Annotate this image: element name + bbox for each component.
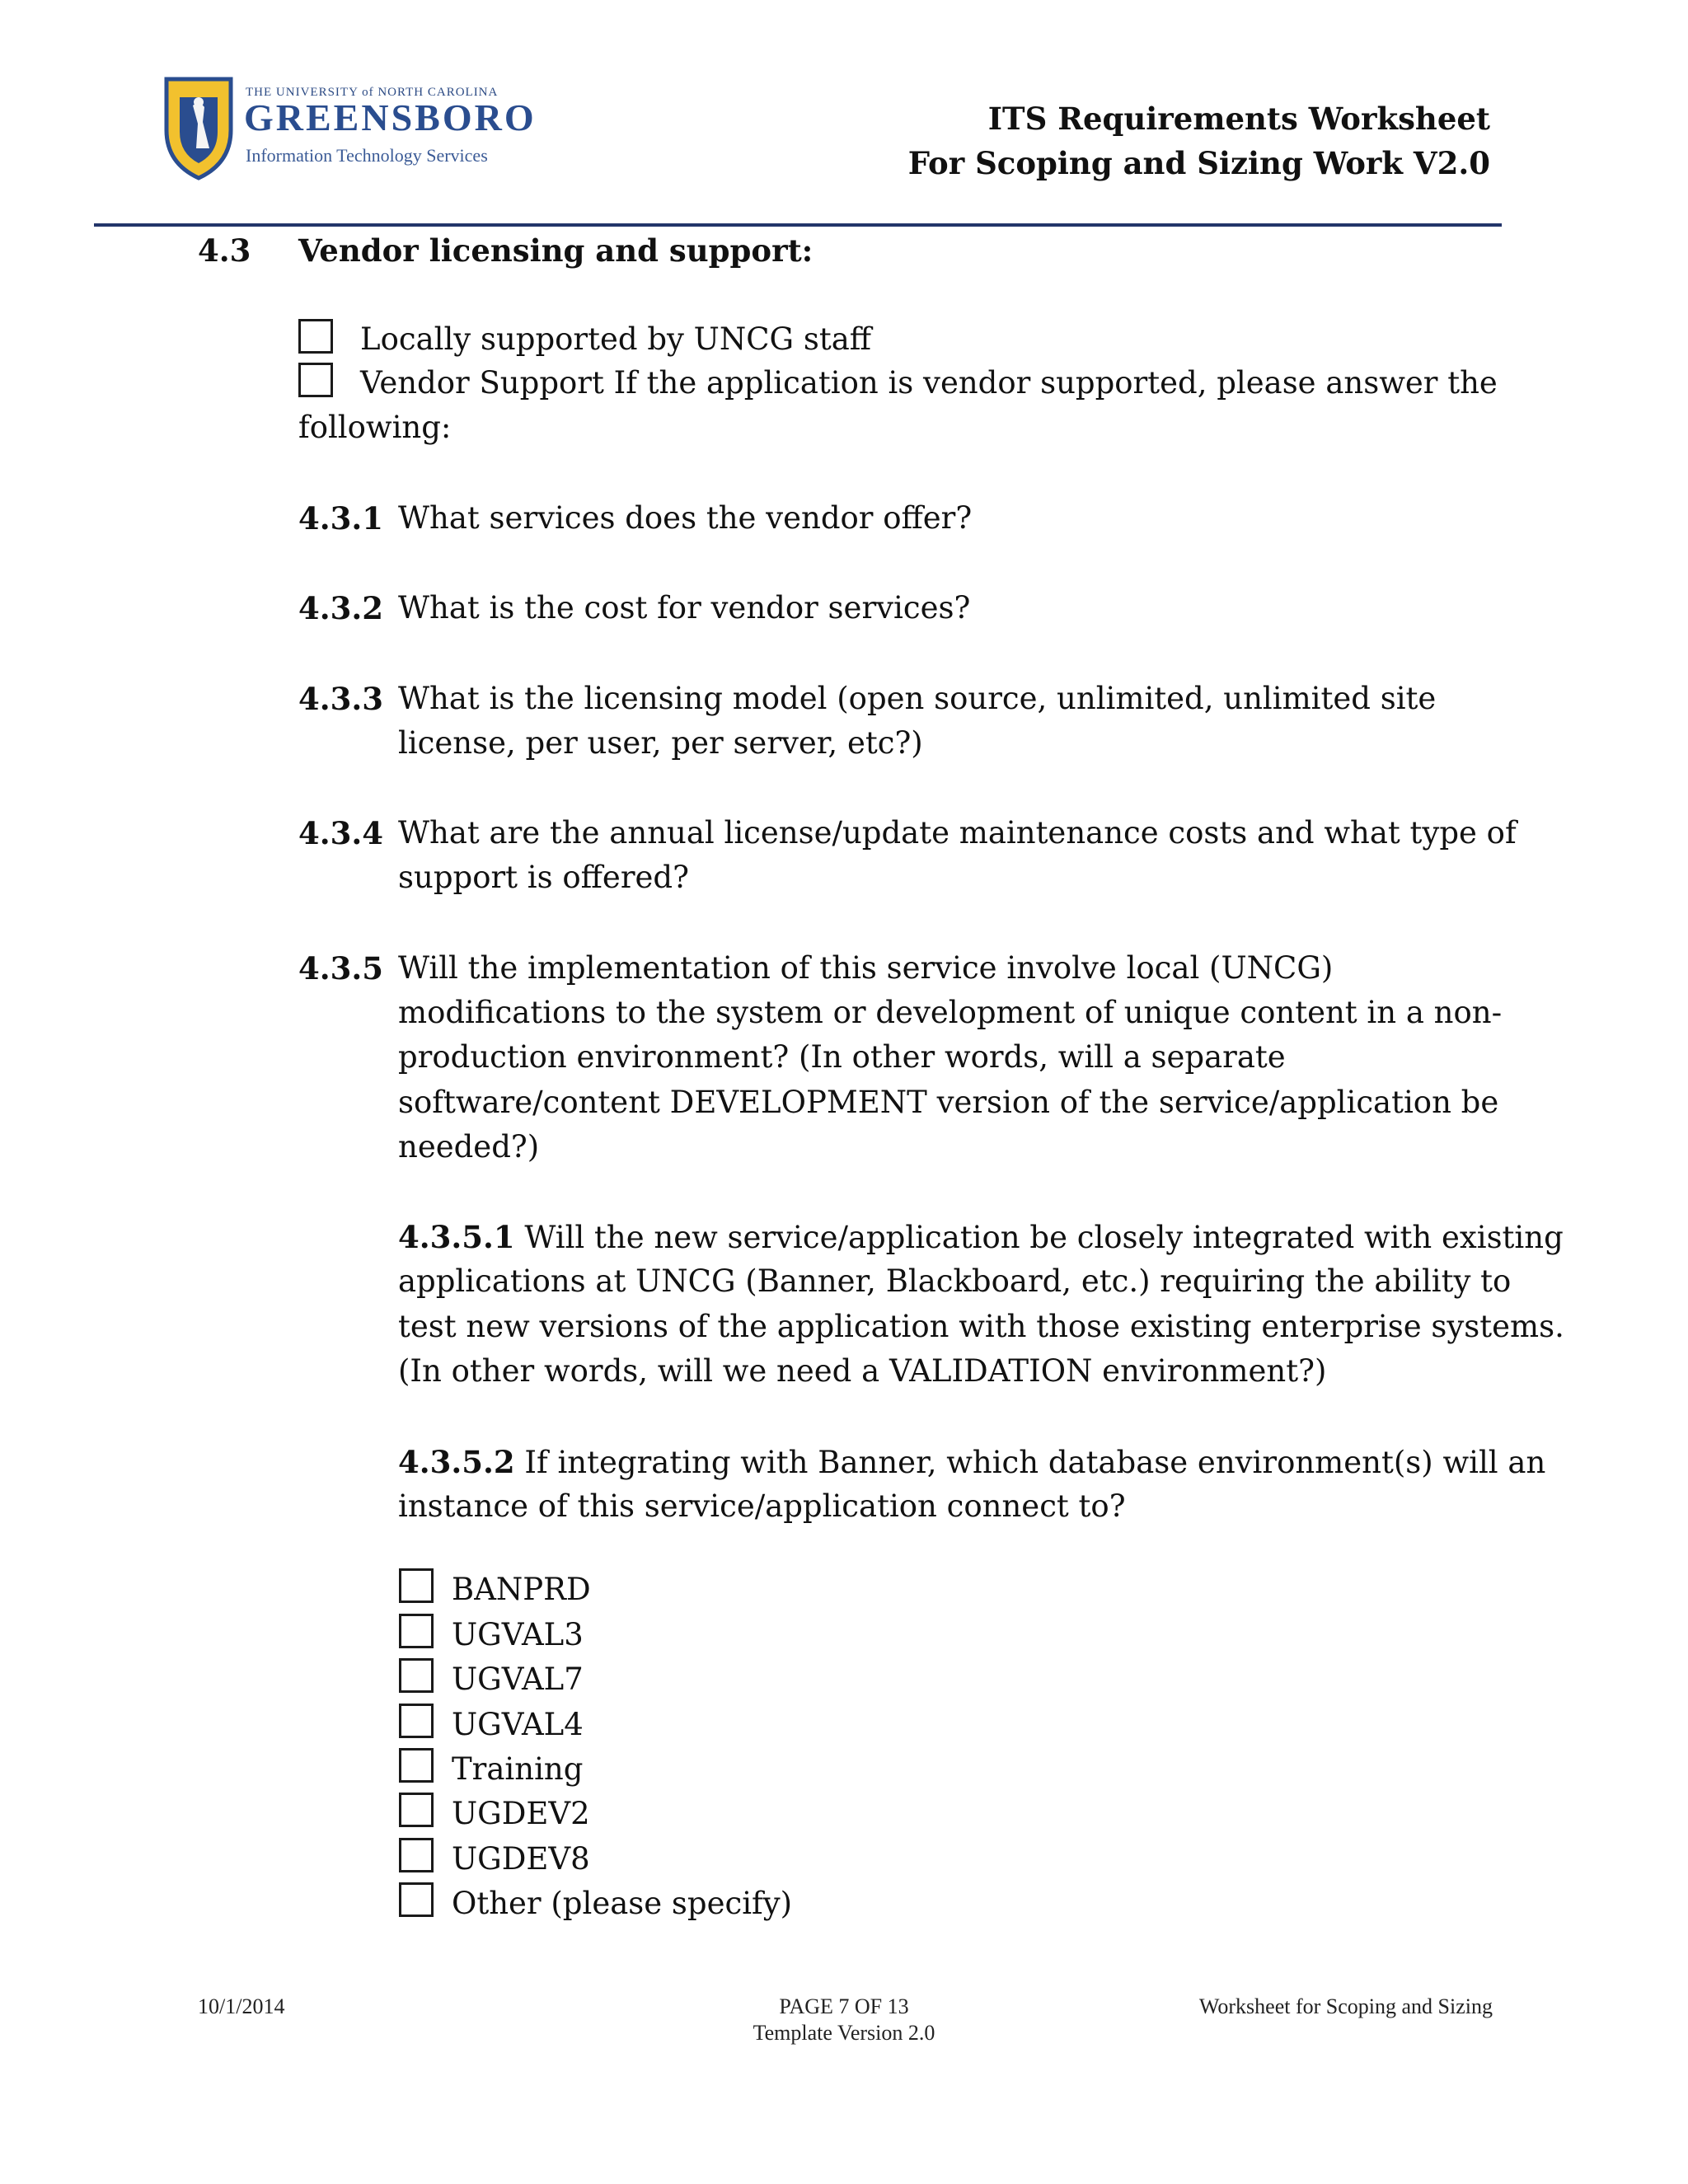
q-4-3-2-number: 4.3.2: [298, 590, 383, 626]
q-4-3-5-2-text: If integrating with Banner, which database environment(s) will an: [524, 1445, 1546, 1480]
header-divider: [94, 223, 1502, 227]
logo-its-line: Information Technology Services: [246, 145, 488, 166]
q-4-3-5-1-number: 4.3.5.1: [398, 1219, 515, 1255]
db-option-training-label: Training: [452, 1751, 584, 1787]
vendor-support-label: Vendor Support If the application is vendor supported, please answer the: [360, 365, 1498, 401]
db-option-banprd-label: BANPRD: [452, 1572, 591, 1607]
db-option-banprd-checkbox[interactable]: [399, 1568, 434, 1603]
footer-date: 10/1/2014: [198, 1994, 285, 2018]
q-4-3-5-number: 4.3.5: [298, 950, 383, 987]
uncg-its-logo: [162, 73, 537, 185]
q-4-3-3-line2: license, per user, per server, etc?): [398, 725, 923, 761]
db-option-ugval4-label: UGVAL4: [452, 1707, 584, 1742]
q-4-3-5-line4: software/content DEVELOPMENT version of the service/application be: [398, 1085, 1499, 1120]
vendor-support-checkbox[interactable]: [298, 363, 333, 397]
db-option-other-checkbox[interactable]: [399, 1882, 434, 1917]
q-4-3-5-2-line1: [398, 1444, 1545, 1481]
local-support-label: Locally supported by UNCG staff: [360, 321, 872, 357]
vendor-support-label-cont: following:: [298, 410, 452, 445]
q-4-3-1-number: 4.3.1: [298, 500, 383, 537]
q-4-3-5-1-line1: [398, 1219, 1564, 1256]
q-4-3-1-text: What services does the vendor offer?: [398, 500, 973, 536]
q-4-3-3-number: 4.3.3: [298, 681, 383, 717]
section-number: 4.3: [198, 232, 251, 269]
db-option-ugdev2-label: UGDEV2: [452, 1796, 590, 1831]
db-option-ugdev8-label: UGDEV8: [452, 1841, 590, 1877]
q-4-3-5-1-line4: (In other words, will we need a VALIDATION environment?): [398, 1353, 1327, 1389]
q-4-3-5-1-line3: test new versions of the application with those existing enterprise systems.: [398, 1309, 1564, 1344]
q-4-3-5-line3: production environment? (In other words, will a separate: [398, 1039, 1286, 1075]
q-4-3-4-line2: support is offered?: [398, 860, 689, 895]
section-heading: Vendor licensing and support:: [298, 232, 814, 269]
logo-greensboro: GREENSBORO: [244, 96, 537, 138]
db-option-ugdev2-checkbox[interactable]: [399, 1793, 434, 1827]
q-4-3-2-text: What is the cost for vendor services?: [398, 590, 971, 626]
logo-university-line: THE UNIVERSITY of NORTH CAROLINA: [246, 86, 499, 99]
footer-doc-title: Worksheet for Scoping and Sizing: [1198, 1994, 1493, 2018]
footer-page-number: PAGE 7 OF 13: [779, 1994, 909, 2018]
q-4-3-5-1-text: Will the new service/application be closely integrated with existing: [524, 1220, 1564, 1255]
q-4-3-3-line1: What is the licensing model (open source, unlimited, unlimited site: [398, 681, 1437, 716]
db-option-ugval3-checkbox[interactable]: [399, 1614, 434, 1648]
header-subtitle: For Scoping and Sizing Work V2.0: [907, 145, 1490, 181]
db-option-ugval3-label: UGVAL3: [452, 1617, 584, 1652]
q-4-3-4-line1: What are the annual license/update maintenance costs and what type of: [398, 815, 1517, 851]
db-option-ugval7-label: UGVAL7: [452, 1661, 584, 1697]
db-option-ugdev8-checkbox[interactable]: [399, 1838, 434, 1872]
q-4-3-5-2-number: 4.3.5.2: [398, 1444, 515, 1480]
uncg-shield-icon: [162, 73, 236, 181]
db-option-ugval4-checkbox[interactable]: [399, 1704, 434, 1738]
db-option-other-label: Other (please specify): [452, 1886, 793, 1921]
db-option-ugval7-checkbox[interactable]: [399, 1658, 434, 1693]
q-4-3-5-line5: needed?): [398, 1129, 540, 1165]
q-4-3-4-number: 4.3.4: [298, 815, 383, 851]
local-support-checkbox[interactable]: [298, 319, 333, 354]
q-4-3-5-2-line2: instance of this service/application connect to?: [398, 1488, 1126, 1524]
header-title: ITS Requirements Worksheet: [987, 101, 1490, 137]
q-4-3-5-line1: Will the implementation of this service involve local (UNCG): [398, 950, 1334, 986]
q-4-3-5-1-line2: applications at UNCG (Banner, Blackboard, etc.) requiring the ability to: [398, 1263, 1512, 1299]
q-4-3-5-line2: modifications to the system or development of unique content in a non-: [398, 995, 1503, 1030]
db-option-training-checkbox[interactable]: [399, 1748, 434, 1783]
footer-template-version: Template Version 2.0: [753, 2021, 935, 2045]
